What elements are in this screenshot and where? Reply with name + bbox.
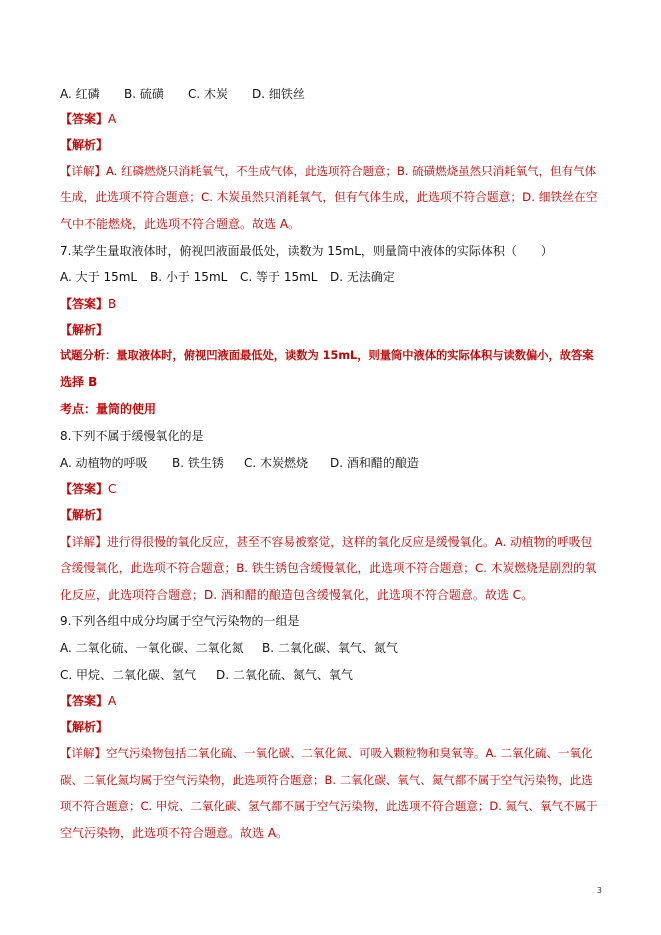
answer-value: B: [108, 297, 117, 311]
q7-options: [60, 269, 395, 285]
page-number: 3: [596, 886, 602, 895]
q9-detail-line-3: 项不符合题意；C. 甲烷、二氧化碳、氢气都不属于空气污染物，此选项不符合题意；D. 氮气、氧气不属于: [60, 799, 598, 813]
q7-option-c: C. 等于 15mL: [240, 270, 318, 284]
q8-option-c: C. 木炭燃烧: [244, 456, 309, 470]
answer-value: A: [108, 112, 117, 126]
answer-value: A: [108, 694, 117, 708]
q7-analysis-label: 【解析】: [60, 323, 109, 337]
q7-option-a: A. 大于 15mL: [60, 270, 138, 284]
q9-option-d: D. 二氧化硫、氮气、氧气: [216, 668, 353, 682]
q8-analysis-label: 【解析】: [60, 508, 109, 522]
q6-options: [60, 86, 305, 102]
q8-option-d: D. 酒和醋的酿造: [330, 456, 419, 470]
q9-detail-line-2: 碳、二氧化氮均属于空气污染物，此选项符合题意；B. 二氧化碳、氧气、氮气都不属于空气污染物，此选: [60, 773, 593, 787]
q6-option-d: D. 细铁丝: [252, 87, 305, 101]
q9-detail-line-4: 空气污染物，此选项不符合题意。故选 A。: [60, 826, 289, 840]
q7-answer: [60, 296, 116, 312]
q9-options-row-2: [60, 667, 353, 683]
q6-option-a: A. 红磷: [60, 87, 100, 101]
q6-analysis-label: 【解析】: [60, 138, 109, 152]
q6-option-c: C. 木炭: [188, 87, 229, 101]
q7-detail-line-2: 选择 B: [60, 375, 98, 389]
q8-detail-line-3: 化反应，此选项符合题意；D. 酒和醋的酿造包含缓慢氧化，此选项不符合题意。故选 C。: [60, 588, 534, 602]
answer-value: C: [108, 482, 117, 496]
q6-detail-line-1: 【详解】A. 红磷燃烧只消耗氧气，不生成气体，此选项符合题意；B. 硫磺燃烧虽然只消耗氧气，但有气体: [60, 164, 597, 178]
q9-analysis-label: 【解析】: [60, 720, 109, 734]
q9-options-row-1: [60, 640, 398, 656]
q8-question: 8.下列不属于缓慢氧化的是: [60, 429, 204, 443]
q7-option-b: B. 小于 15mL: [150, 270, 228, 284]
q8-options: [60, 455, 419, 471]
answer-label: 【答案】: [60, 482, 109, 496]
q8-detail-line-1: 【详解】进行得很慢的氧化反应，甚至不容易被察觉，这样的氧化反应是缓慢氧化。A. 动植物的呼吸包: [60, 535, 593, 549]
q8-answer: [60, 481, 116, 497]
q7-option-d: D. 无法确定: [330, 270, 395, 284]
answer-label: 【答案】: [60, 112, 109, 126]
q7-kaodian: 考点：量筒的使用: [60, 402, 157, 416]
q6-option-b: B. 硫磺: [124, 87, 164, 101]
q9-detail-line-1: 【详解】空气污染物包括二氧化硫、一氧化碳、二氧化氮、可吸入颗粒物和臭氧等。A. 二氧化硫、一氧化: [60, 746, 593, 760]
q8-detail-line-2: 含缓慢氧化，此选项不符合题意；B. 铁生锈包含缓慢氧化，此选项不符合题意；C. 木炭燃烧是剧烈的氧: [60, 561, 597, 575]
q8-option-a: A. 动植物的呼吸: [60, 456, 148, 470]
q9-option-a: A. 二氧化硫、一氧化碳、二氧化氮: [60, 641, 244, 655]
answer-label: 【答案】: [60, 297, 109, 311]
q9-question: 9.下列各组中成分均属于空气污染物的一组是: [60, 614, 300, 628]
q6-detail-line-3: 气中不能燃烧，此选项不符合题意。故选 A。: [60, 217, 301, 231]
q9-option-b: B. 二氧化碳、氧气、氮气: [262, 641, 398, 655]
q9-answer: [60, 693, 116, 709]
q6-answer: [60, 111, 116, 127]
answer-label: 【答案】: [60, 694, 109, 708]
q7-detail-line-1: 试题分析：量取液体时，俯视凹液面最低处，读数为 15mL，则量筒中液体的实际体积与读数偏小，故答案: [60, 349, 594, 362]
q8-option-b: B. 铁生锈: [172, 456, 224, 470]
q6-detail-line-2: 生成，此选项不符合题意；C. 木炭虽然只消耗氧气，但有气体生成，此选项不符合题意；D. 细铁丝在空: [60, 190, 598, 204]
q7-question: 7.某学生量取液体时，俯视凹液面最低处，读数为 15mL，则量筒中液体的实际体积（ ）: [60, 244, 553, 258]
q9-option-c: C. 甲烷、二氧化碳、氢气: [60, 668, 197, 682]
